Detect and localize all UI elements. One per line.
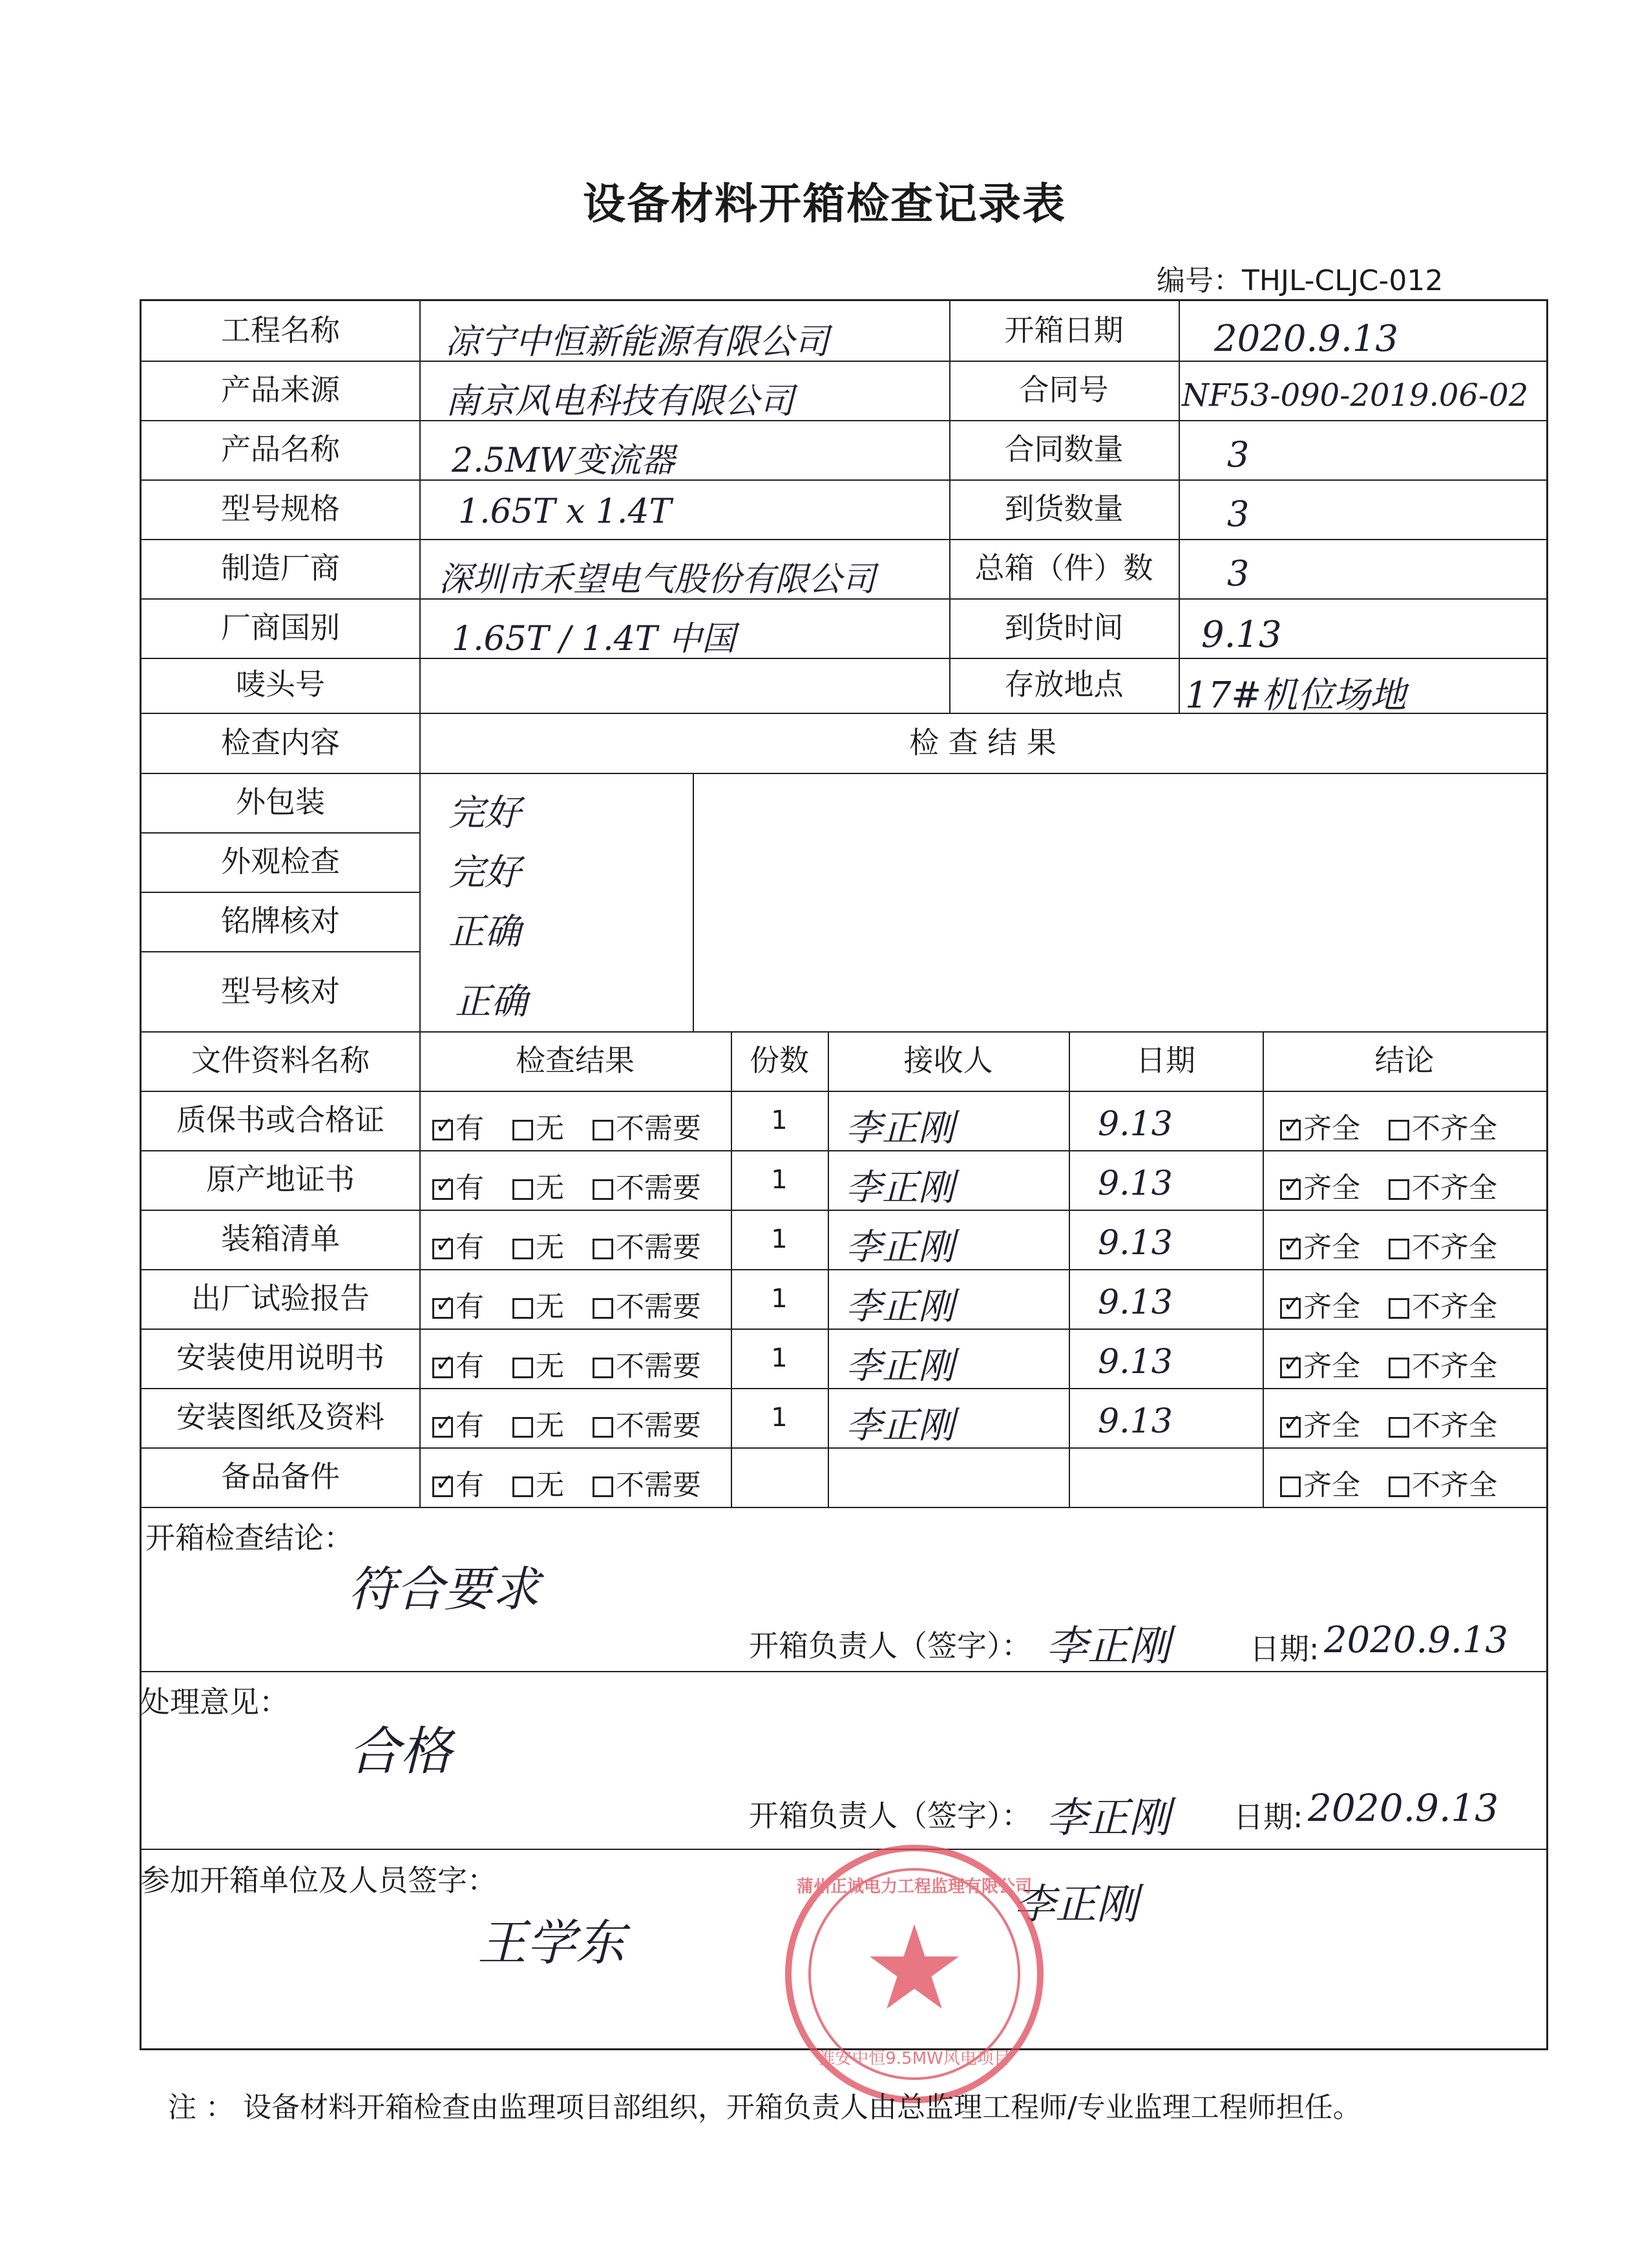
conclusion-signer: 李正刚 (1046, 1622, 1170, 1670)
doc-row-conclusion[interactable] (1280, 1462, 1497, 1503)
checkbox-incomplete[interactable] (1389, 1476, 1409, 1497)
option-not-needed-label: 不需要 (616, 1290, 701, 1323)
doc-row-copies: 1 (771, 1224, 788, 1254)
option-not-needed-label: 不需要 (616, 1409, 701, 1442)
document-number: 编号：THJL-CLJC-012 (1157, 264, 1444, 297)
conclusion-handwritten: 符合要求 (348, 1562, 540, 1617)
doc-row-date: 9.13 (1098, 1105, 1173, 1144)
inspection-label-packaging: 外包装 (236, 784, 325, 819)
doc-row-copies: 1 (771, 1343, 788, 1373)
doc-row-name: 出厂试验报告 (191, 1281, 370, 1316)
checkbox-not-needed[interactable] (593, 1476, 613, 1497)
doc-row-conclusion[interactable] (1280, 1105, 1497, 1146)
conclusion-label: 开箱检查结论： (145, 1520, 353, 1555)
conclusion-date-label: 日期: (1250, 1632, 1319, 1666)
inspection-label-model-check: 型号核对 (221, 974, 340, 1009)
checkbox-not-needed[interactable] (593, 1298, 613, 1319)
inspection-value-packaging: 完好 (448, 792, 521, 834)
option-no-label: 无 (536, 1112, 564, 1145)
docs-header-date: 日期 (1136, 1043, 1195, 1078)
inspection-value-model-check: 正确 (455, 981, 527, 1023)
docs-header-receiver: 接收人 (903, 1043, 993, 1078)
checkbox-yes[interactable] (432, 1358, 453, 1378)
conclusion-signer-label: 开箱负责人（签字）： (749, 1628, 1031, 1663)
checkbox-no[interactable] (512, 1476, 533, 1497)
option-complete-label: 齐全 (1303, 1350, 1360, 1383)
seal-bottom-text: 淮安中恒9.5MW风电项目 (818, 2049, 1011, 2068)
option-complete-label: 齐全 (1303, 1469, 1360, 1502)
option-not-needed-label: 不需要 (616, 1350, 701, 1383)
option-no-label: 无 (536, 1469, 564, 1502)
option-incomplete-label: 不齐全 (1412, 1231, 1497, 1264)
checkbox-complete[interactable] (1280, 1239, 1301, 1259)
checkbox-not-needed[interactable] (593, 1358, 613, 1378)
info-label-arrival-time: 到货时间 (1004, 610, 1124, 645)
inspection-value-appearance: 完好 (448, 852, 521, 894)
option-no-label: 无 (536, 1290, 564, 1323)
info-value-product: 2.5MW变流器 (452, 441, 675, 480)
participants-label: 参加开箱单位及人员签字： (140, 1863, 497, 1898)
checkbox-complete[interactable] (1280, 1417, 1301, 1438)
opinion-signer: 李正刚 (1046, 1794, 1170, 1842)
checkbox-complete[interactable] (1280, 1476, 1301, 1497)
doc-row-result[interactable] (432, 1402, 701, 1444)
checkbox-no[interactable] (512, 1358, 533, 1378)
checkbox-incomplete[interactable] (1389, 1358, 1409, 1378)
checkbox-no[interactable] (512, 1417, 533, 1438)
info-value-arrival-time: 9.13 (1201, 614, 1282, 656)
option-yes-label: 有 (456, 1350, 484, 1383)
info-value-box-count: 3 (1227, 553, 1250, 594)
option-incomplete-label: 不齐全 (1412, 1409, 1497, 1442)
doc-row-result[interactable] (432, 1105, 701, 1146)
doc-row-date: 9.13 (1098, 1224, 1173, 1263)
checkbox-incomplete[interactable] (1389, 1417, 1409, 1438)
doc-row-result[interactable] (432, 1462, 701, 1503)
doc-row-receiver: 李正刚 (846, 1286, 954, 1328)
info-label-contract-no: 合同号 (1019, 372, 1109, 407)
option-not-needed-label: 不需要 (616, 1469, 701, 1502)
opinion-label: 处理意见： (140, 1685, 289, 1719)
option-yes-label: 有 (456, 1171, 484, 1204)
option-yes-label: 有 (456, 1409, 484, 1442)
option-yes-label: 有 (456, 1469, 484, 1502)
doc-row-date: 9.13 (1098, 1402, 1173, 1441)
opinion-date: 2020.9.13 (1308, 1786, 1499, 1830)
inspection-value-nameplate: 正确 (448, 911, 521, 953)
docs-header-conclusion: 结论 (1374, 1043, 1434, 1078)
checkbox-yes[interactable] (432, 1179, 453, 1200)
doc-row-copies: 1 (771, 1403, 788, 1433)
checkbox-not-needed[interactable] (593, 1120, 613, 1140)
info-value-country: 1.65T / 1.4T 中国 (452, 620, 735, 658)
option-not-needed-label: 不需要 (616, 1171, 701, 1204)
option-complete-label: 齐全 (1303, 1171, 1360, 1204)
doc-row-name: 安装图纸及资料 (176, 1400, 384, 1434)
doc-row-conclusion[interactable] (1280, 1283, 1497, 1325)
seal-text: 蒲州正诚电力工程监理有限公司 (796, 1877, 1032, 1896)
info-value-contract-no: NF53-090-2019.06-02 (1182, 377, 1529, 414)
checkbox-no[interactable] (512, 1239, 533, 1259)
inspection-form (140, 299, 1548, 2050)
info-label-project: 工程名称 (221, 313, 340, 348)
info-label-box-count: 总箱（件）数 (974, 551, 1153, 585)
option-complete-label: 齐全 (1303, 1231, 1360, 1264)
info-value-project: 凉宁中恒新能源有限公司 (445, 321, 829, 362)
doc-row-receiver: 李正刚 (846, 1167, 954, 1209)
opinion-signer-label: 开箱负责人（签字）： (749, 1798, 1031, 1833)
doc-row-result[interactable] (432, 1283, 701, 1325)
info-value-open-date: 2020.9.13 (1214, 318, 1399, 360)
checkbox-no[interactable] (512, 1120, 533, 1140)
checkbox-incomplete[interactable] (1389, 1298, 1409, 1319)
doc-row-name: 装箱清单 (221, 1221, 340, 1256)
company-seal (785, 1845, 1044, 2103)
doc-row-name: 原产地证书 (206, 1162, 355, 1197)
checkbox-complete[interactable] (1280, 1179, 1301, 1200)
doc-row-date: 9.13 (1098, 1283, 1173, 1322)
doc-row-result[interactable] (432, 1343, 701, 1384)
info-label-model: 型号规格 (221, 491, 340, 526)
info-label-manufacturer: 制造厂商 (221, 551, 340, 585)
info-value-storage: 17#机位场地 (1185, 675, 1407, 717)
info-label-country: 厂商国别 (221, 610, 340, 645)
option-no-label: 无 (536, 1171, 564, 1204)
info-value-manufacturer: 深圳市禾望电气股份有限公司 (439, 560, 876, 599)
doc-row-name: 质保书或合格证 (176, 1102, 384, 1137)
footer-note: 注 ： 设备材料开箱检查由监理项目部组织，开箱负责人由总监理工程师/专业监理工程师担任。 (168, 2091, 1361, 2124)
option-complete-label: 齐全 (1303, 1409, 1360, 1442)
option-complete-label: 齐全 (1303, 1112, 1360, 1145)
checkbox-incomplete[interactable] (1389, 1120, 1409, 1140)
doc-row-conclusion[interactable] (1280, 1402, 1497, 1444)
star-icon: ★ (862, 1901, 967, 2036)
inspection-label-appearance: 外观检查 (221, 844, 340, 879)
info-value-arrival-qty: 3 (1227, 494, 1250, 534)
checkbox-incomplete[interactable] (1389, 1179, 1409, 1200)
participant-signature: 王学东 (478, 1914, 625, 1971)
info-value-contract-qty: 3 (1227, 434, 1250, 475)
info-label-mark: 唛头号 (236, 667, 325, 702)
info-label-product: 产品名称 (221, 432, 340, 467)
info-label-arrival-qty: 到货数量 (1004, 491, 1124, 526)
doc-row-conclusion[interactable] (1280, 1164, 1497, 1206)
info-value-source: 南京风电科技有限公司 (445, 381, 794, 421)
inspection-result-header: 检 查 结 果 (909, 725, 1056, 760)
option-not-needed-label: 不需要 (616, 1231, 701, 1264)
info-label-storage: 存放地点 (1004, 667, 1124, 702)
option-not-needed-label: 不需要 (616, 1112, 701, 1145)
checkbox-yes[interactable] (432, 1120, 453, 1140)
info-label-contract-qty: 合同数量 (1004, 432, 1124, 467)
doc-row-receiver: 李正刚 (846, 1226, 954, 1268)
checkbox-yes[interactable] (432, 1298, 453, 1319)
option-incomplete-label: 不齐全 (1412, 1112, 1497, 1145)
doc-row-receiver: 李正刚 (846, 1405, 954, 1447)
docs-header-copies: 份数 (750, 1043, 809, 1078)
doc-row-date: 9.13 (1098, 1164, 1173, 1203)
checkbox-not-needed[interactable] (593, 1239, 613, 1259)
option-incomplete-label: 不齐全 (1412, 1171, 1497, 1204)
checkbox-complete[interactable] (1280, 1120, 1301, 1140)
info-label-source: 产品来源 (221, 372, 340, 407)
doc-row-result[interactable] (432, 1164, 701, 1206)
option-yes-label: 有 (456, 1231, 484, 1264)
checkbox-yes[interactable] (432, 1239, 453, 1259)
checkbox-no[interactable] (512, 1179, 533, 1200)
checkbox-not-needed[interactable] (593, 1179, 613, 1200)
checkbox-complete[interactable] (1280, 1298, 1301, 1319)
doc-row-name: 安装使用说明书 (176, 1340, 384, 1375)
option-no-label: 无 (536, 1409, 564, 1442)
conclusion-date: 2020.9.13 (1324, 1619, 1509, 1661)
docs-header-result: 检查结果 (516, 1043, 635, 1078)
page-title: 设备材料开箱检查记录表 (583, 179, 1066, 229)
participant-signature: 李正刚 (1014, 1881, 1138, 1929)
checkbox-yes[interactable] (432, 1417, 453, 1438)
docs-header-name: 文件资料名称 (191, 1043, 370, 1078)
doc-row-copies: 1 (771, 1106, 788, 1135)
opinion-date-label: 日期: (1234, 1800, 1303, 1834)
doc-row-receiver: 李正刚 (846, 1345, 954, 1387)
doc-row-date: 9.13 (1098, 1343, 1173, 1381)
option-yes-label: 有 (456, 1290, 484, 1323)
doc-row-name: 备品备件 (221, 1459, 340, 1494)
doc-row-conclusion[interactable] (1280, 1224, 1497, 1265)
checkbox-no[interactable] (512, 1298, 533, 1319)
opinion-handwritten: 合格 (348, 1721, 452, 1781)
doc-row-copies: 1 (771, 1165, 788, 1195)
option-incomplete-label: 不齐全 (1412, 1350, 1497, 1383)
checkbox-not-needed[interactable] (593, 1417, 613, 1438)
doc-row-conclusion[interactable] (1280, 1343, 1497, 1384)
checkbox-incomplete[interactable] (1389, 1239, 1409, 1259)
checkbox-yes[interactable] (432, 1476, 453, 1497)
info-value-model: 1.65T x 1.4T (458, 492, 672, 531)
doc-row-result[interactable] (432, 1224, 701, 1265)
option-no-label: 无 (536, 1350, 564, 1383)
option-yes-label: 有 (456, 1112, 484, 1145)
checkbox-complete[interactable] (1280, 1358, 1301, 1378)
inspection-content-header: 检查内容 (221, 725, 340, 760)
option-complete-label: 齐全 (1303, 1290, 1360, 1323)
option-no-label: 无 (536, 1231, 564, 1264)
doc-row-receiver: 李正刚 (846, 1108, 954, 1150)
option-incomplete-label: 不齐全 (1412, 1290, 1497, 1323)
doc-row-copies: 1 (771, 1284, 788, 1314)
inspection-label-nameplate: 铭牌核对 (221, 903, 340, 938)
option-incomplete-label: 不齐全 (1412, 1469, 1497, 1502)
info-label-open-date: 开箱日期 (1004, 313, 1124, 348)
